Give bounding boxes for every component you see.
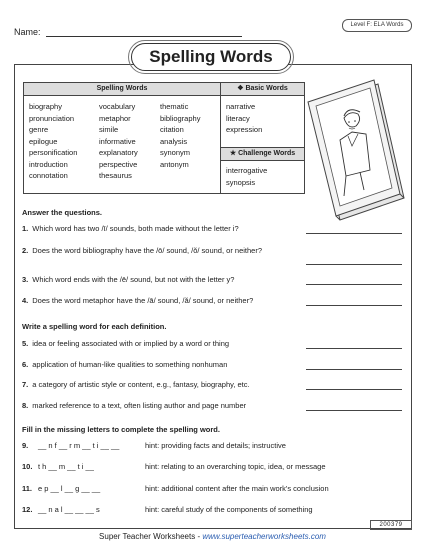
list-item: connotation (29, 171, 68, 180)
list-item: thesaurus (99, 171, 132, 180)
challenge-words-column (226, 165, 267, 188)
worksheet-code: 200379 (370, 520, 412, 530)
fill-row (22, 441, 119, 450)
hint-text: hint: additional content after the main work's conclusion (145, 484, 329, 493)
name-line[interactable] (46, 36, 242, 37)
list-item: introduction (29, 159, 68, 169)
section-heading: Fill in the missing letters to complete the spelling word. (22, 425, 220, 434)
question-text: marked reference to a text, often listing author and page number (32, 401, 247, 410)
question-text: Which word ends with the /ē/ sound, but not with the letter y? (32, 275, 235, 284)
word-column-1 (29, 101, 77, 182)
question-text: application of human-like qualities to something nonhuman (32, 360, 228, 369)
question-text: Does the word bibliography have the /ō/ sound, /ŏ/ sound, or neither? (32, 246, 262, 255)
list-item: genre (29, 125, 49, 134)
question-number: 11. (22, 484, 33, 493)
list-item: informative (99, 136, 136, 146)
question-row (22, 275, 312, 285)
question-text: idea or feeling associated with or implied by a word or thing (32, 339, 230, 348)
hint-text: hint: relating to an overarching topic, idea, or message (145, 462, 326, 471)
answer-line[interactable] (306, 410, 402, 411)
list-item: metaphor (99, 113, 131, 123)
spelling-words-header: Spelling Words (24, 83, 221, 96)
question-number: 2. (22, 246, 29, 255)
word-column-2 (99, 101, 138, 182)
list-item: synopsis (226, 177, 256, 187)
answer-line[interactable] (306, 305, 402, 306)
question-number: 3. (22, 275, 29, 284)
fill-row (22, 484, 100, 493)
letter-pattern: __ n f __ r m __ t i __ __ (38, 441, 120, 450)
section-heading: Answer the questions. (22, 208, 103, 217)
level-badge: Level F: ELA Words (342, 19, 412, 32)
question-row (22, 360, 312, 370)
list-item: personification (29, 148, 78, 157)
page-title: Spelling Words (131, 43, 291, 71)
list-item: narrative (226, 102, 256, 111)
question-text: Which word has two /ī/ sounds, both made without the letter i? (32, 224, 239, 233)
spelling-words-table (23, 82, 305, 194)
list-item: explanatory (99, 148, 138, 157)
answer-line[interactable] (306, 284, 402, 285)
name-label: Name: (14, 27, 41, 37)
hint-text: hint: providing facts and details; instructive (145, 441, 286, 450)
book-illustration (300, 78, 410, 223)
question-row (22, 224, 312, 234)
challenge-words-header: ★ Challenge Words (221, 147, 304, 161)
question-row (22, 339, 312, 349)
letter-pattern: __ n a l __ __ __ s (38, 505, 100, 514)
list-item: simile (99, 125, 119, 134)
letter-pattern: t h __ m __ t i __ (38, 462, 94, 471)
question-row (22, 380, 312, 390)
fill-row (22, 462, 94, 471)
question-number: 1. (22, 224, 29, 233)
answer-line[interactable] (306, 389, 402, 390)
list-item: pronunciation (29, 113, 75, 123)
list-item: citation (160, 125, 184, 134)
list-item: expression (226, 125, 263, 134)
footer (0, 532, 425, 541)
question-row (22, 246, 312, 256)
list-item: vocabulary (99, 102, 136, 111)
question-number: 7. (22, 380, 29, 389)
list-item: epilogue (29, 136, 58, 146)
question-number: 9. (22, 441, 29, 450)
question-number: 12. (22, 505, 33, 514)
question-row (22, 401, 312, 411)
question-number: 10. (22, 462, 33, 471)
basic-words-column (226, 101, 262, 136)
question-number: 4. (22, 296, 29, 305)
answer-line[interactable] (306, 233, 402, 234)
footer-brand: Super Teacher Worksheets - (99, 532, 203, 541)
table-divider (220, 83, 221, 193)
question-number: 6. (22, 360, 29, 369)
question-row (22, 296, 312, 306)
answer-line[interactable] (306, 264, 402, 265)
hint-text: hint: careful study of the components of something (145, 505, 313, 514)
answer-line[interactable] (306, 348, 402, 349)
list-item: literacy (226, 113, 250, 123)
question-number: 8. (22, 401, 29, 410)
list-item: biography (29, 102, 62, 111)
answer-line[interactable] (306, 369, 402, 370)
section-heading: Write a spelling word for each definition. (22, 322, 167, 331)
question-number: 5. (22, 339, 29, 348)
list-item: interrogative (226, 166, 268, 175)
list-item: analysis (160, 136, 188, 146)
list-item: antonym (160, 159, 189, 169)
footer-link[interactable]: www.superteacherworksheets.com (202, 532, 326, 541)
list-item: bibliography (160, 113, 201, 123)
list-item: perspective (99, 159, 138, 169)
list-item: thematic (160, 102, 189, 111)
fill-row (22, 505, 100, 514)
word-column-3 (160, 101, 200, 170)
letter-pattern: e p __ l __ g __ __ (38, 484, 101, 493)
question-text: Does the word metaphor have the /ā/ sound, /ă/ sound, or neither? (32, 296, 254, 305)
basic-words-header: ❖ Basic Words (221, 83, 304, 96)
list-item: synonym (160, 148, 191, 157)
question-text: a category of artistic style or content, e.g., fantasy, biography, etc. (32, 380, 250, 389)
